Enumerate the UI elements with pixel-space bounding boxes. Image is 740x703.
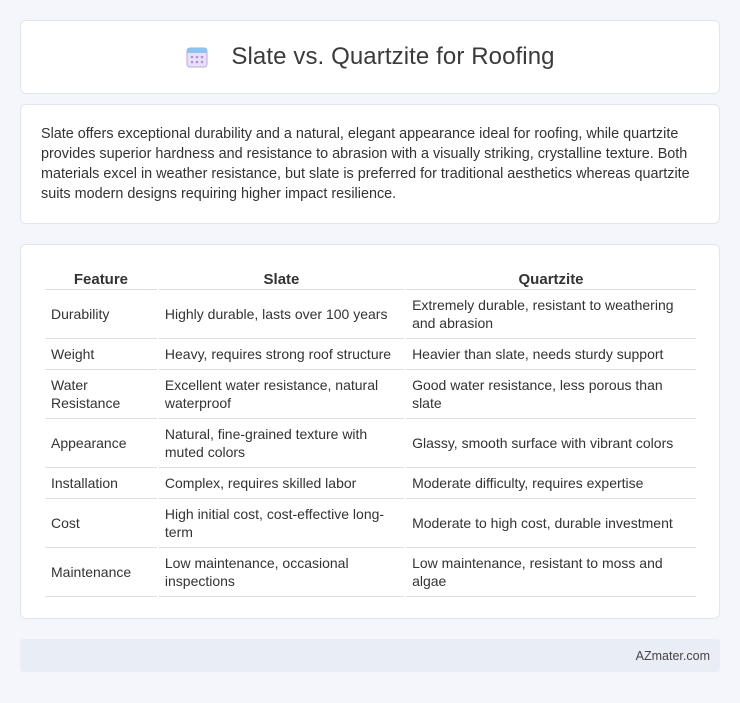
slate-cell: Low maintenance, occasional inspections (159, 548, 404, 597)
calendar-icon (185, 45, 209, 69)
table-row (45, 370, 696, 419)
footer-bar (20, 639, 720, 672)
feature-cell: Maintenance (45, 548, 157, 597)
feature-cell: Water Resistance (45, 370, 157, 419)
feature-cell: Durability (45, 290, 157, 339)
page-title: Slate vs. Quartzite for Roofing (231, 43, 555, 70)
table-row (45, 339, 696, 370)
quartzite-cell: Low maintenance, resistant to moss and algae (406, 548, 696, 597)
table-row (45, 419, 696, 468)
quartzite-cell: Extremely durable, resistant to weathering and abrasion (406, 290, 696, 339)
slate-cell: Excellent water resistance, natural waterproof (159, 370, 404, 419)
title-card (20, 20, 720, 94)
header-feature: Feature (45, 265, 157, 290)
comparison-table (43, 265, 698, 597)
header-quartzite: Quartzite (406, 265, 696, 290)
table-row (45, 290, 696, 339)
quartzite-cell: Glassy, smooth surface with vibrant colors (406, 419, 696, 468)
slate-cell: Complex, requires skilled labor (159, 468, 404, 499)
intro-text: Slate offers exceptional durability and a natural, elegant appearance ideal for roofing, while quartzite provides superior hardness and resistance to abrasion with a visually striking, crystalline texture. Both materials excel in weather resistance, but slate is preferred for traditional aesthetics whereas quartzite suits modern designs requiring higher impact resilience. (41, 126, 690, 202)
table-row (45, 499, 696, 548)
feature-cell: Cost (45, 499, 157, 548)
slate-cell: High initial cost, cost-effective long-term (159, 499, 404, 548)
comparison-card (20, 244, 720, 619)
feature-cell: Appearance (45, 419, 157, 468)
slate-cell: Highly durable, lasts over 100 years (159, 290, 404, 339)
footer-brand[interactable]: AZmater.com (635, 648, 710, 663)
table-row (45, 548, 696, 597)
feature-cell: Installation (45, 468, 157, 499)
quartzite-cell: Good water resistance, less porous than slate (406, 370, 696, 419)
quartzite-cell: Heavier than slate, needs sturdy support (406, 339, 696, 370)
quartzite-cell: Moderate to high cost, durable investment (406, 499, 696, 548)
quartzite-cell: Moderate difficulty, requires expertise (406, 468, 696, 499)
slate-cell: Heavy, requires strong roof structure (159, 339, 404, 370)
feature-cell: Weight (45, 339, 157, 370)
table-header-row (45, 265, 696, 290)
table-row (45, 468, 696, 499)
intro-card (20, 104, 720, 224)
slate-cell: Natural, fine-grained texture with muted colors (159, 419, 404, 468)
header-slate: Slate (159, 265, 404, 290)
